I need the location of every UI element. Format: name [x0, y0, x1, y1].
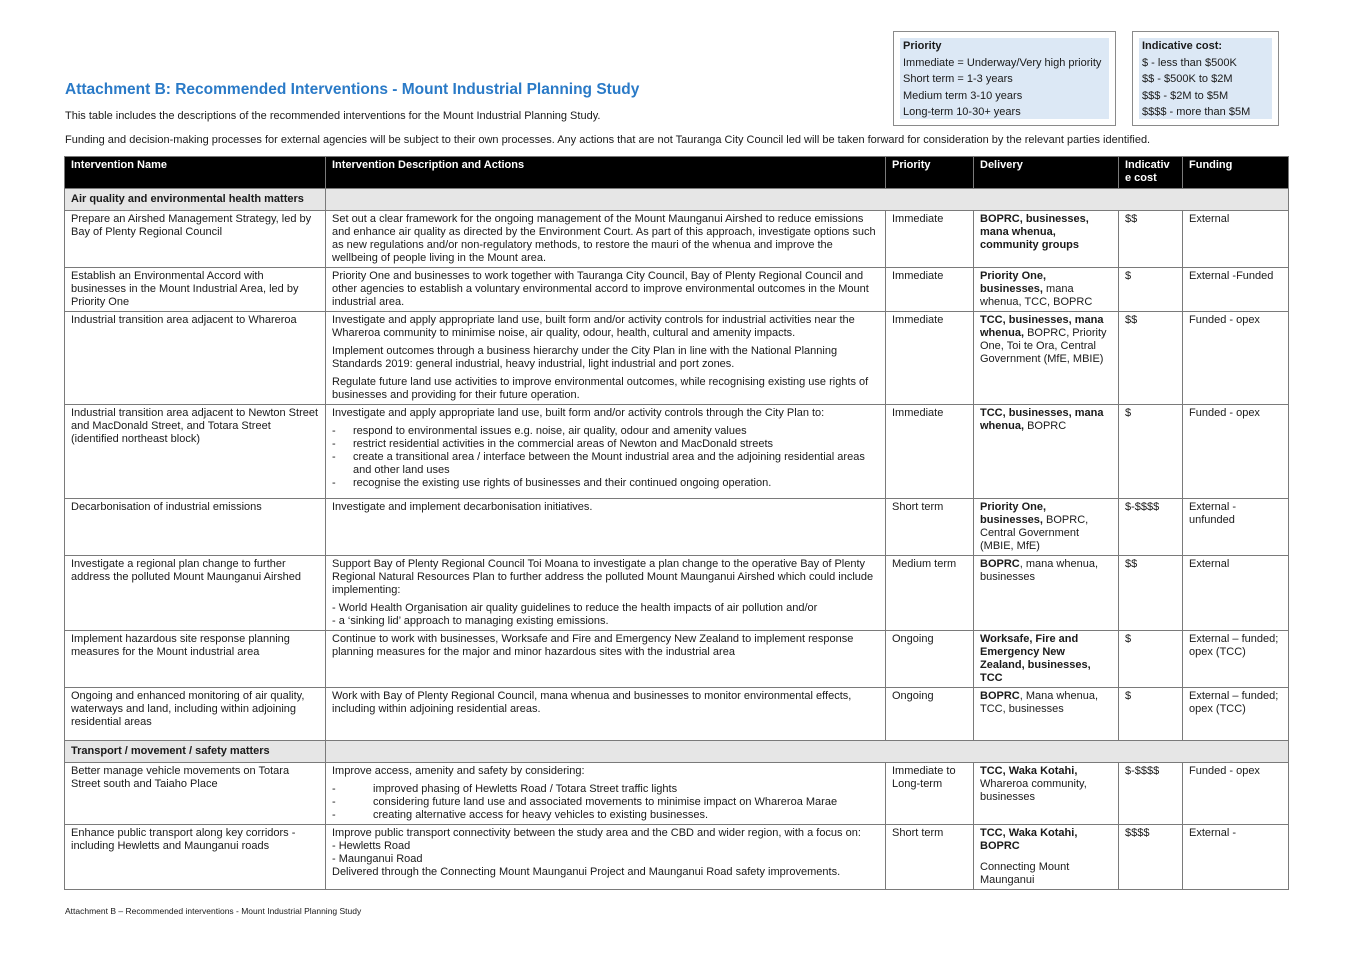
intervention-name: Implement hazardous site response planning measures for the Mount industrial area [65, 631, 326, 688]
funding-cell: External [1183, 211, 1289, 268]
delivery-cell [974, 211, 1119, 268]
table-body [65, 189, 1289, 890]
description-paragraph: Work with Bay of Plenty Regional Council, mana whenua and businesses to monitor environmental effects, including within adjoining residential areas. [332, 690, 852, 715]
intervention-description [326, 763, 886, 825]
priority-cell: Immediate [886, 312, 974, 405]
delivery-cell [974, 499, 1119, 556]
funding-cell: External – funded; opex (TCC) [1183, 688, 1289, 741]
section-filler [326, 189, 1289, 211]
bullet-dash: - [332, 809, 336, 821]
column-header: Intervention Name [65, 157, 326, 189]
cost-cell: $ [1119, 405, 1183, 499]
funding-cell: External [1183, 556, 1289, 631]
priority-legend-heading: Priority [903, 40, 942, 52]
delivery-cell [974, 268, 1119, 312]
table-row [65, 211, 1289, 268]
intervention-description [326, 312, 886, 405]
table-row [65, 763, 1289, 825]
description-bullet [332, 783, 879, 796]
intervention-name: Ongoing and enhanced monitoring of air quality, waterways and land, including within adjoining residential areas [65, 688, 326, 741]
bullet-dash: - [332, 438, 336, 450]
description-paragraph: Continue to work with businesses, Worksafe and Fire and Emergency New Zealand to implement response planning measures for the major and minor hazardous sites with the industrial area [332, 633, 854, 658]
delivery-lead: TCC, businesses, mana whenua, [980, 314, 1104, 339]
table-row [65, 825, 1289, 890]
section-header-row [65, 741, 1289, 763]
delivery-cell [974, 556, 1119, 631]
delivery-lead: BOPRC, businesses, mana whenua, community groups [980, 213, 1089, 251]
funding-cell: External - unfunded [1183, 499, 1289, 556]
bullet-dash: - [332, 451, 336, 463]
intervention-description [326, 688, 886, 741]
table-row [65, 405, 1289, 499]
intervention-name: Prepare an Airshed Management Strategy, led by Bay of Plenty Regional Council [65, 211, 326, 268]
delivery-lead: Worksafe, Fire and Emergency New Zealand, businesses, TCC [980, 633, 1091, 684]
column-header: Funding [1183, 157, 1289, 189]
column-header: Delivery [974, 157, 1119, 189]
funding-cell: External – funded; opex (TCC) [1183, 631, 1289, 688]
intervention-name: Better manage vehicle movements on Totara Street south and Taiaho Place [65, 763, 326, 825]
delivery-cell [974, 763, 1119, 825]
priority-cell: Medium term [886, 556, 974, 631]
bullet-text: restrict residential activities in the commercial areas of Newton and MacDonald streets [353, 438, 774, 450]
table-row [65, 631, 1289, 688]
bullet-dash: - [332, 477, 336, 489]
funding-cell: Funded - opex [1183, 405, 1289, 499]
delivery-lead: BOPRC [980, 558, 1020, 570]
delivery-lead: TCC, businesses, mana whenua, [980, 407, 1104, 432]
cost-legend-heading: Indicative cost: [1142, 40, 1223, 52]
page-title: Attachment B: Recommended Interventions - Mount Industrial Planning Study [65, 81, 640, 98]
cost-cell: $ [1119, 688, 1183, 741]
priority-cell: Ongoing [886, 631, 974, 688]
description-paragraph: Set out a clear framework for the ongoing management of the Mount Maunganui Airshed to reduce emissions and enhance air quality as directed by the Environment Court. As part of this approach, investigate options such as new regulations and/or non-regulatory methods, to restore the mauri of the whenua and improve the wellbeing of people living in the Mount area. [332, 213, 876, 264]
intervention-name: Decarbonisation of industrial emissions [65, 499, 326, 556]
description-bullet [332, 438, 879, 451]
cost-legend-item: $$$ - $2M to $5M [1142, 89, 1229, 102]
interventions-table [64, 156, 1289, 890]
funding-cell: Funded - opex [1183, 763, 1289, 825]
delivery-cell [974, 405, 1119, 499]
intervention-name: Enhance public transport along key corridors - including Hewletts and Maunganui roads [65, 825, 326, 890]
bullet-dash: - [332, 783, 336, 795]
delivery-partners: BOPRC, Central Government (MBIE, MfE) [980, 514, 1089, 552]
priority-cell: Short term [886, 825, 974, 890]
cost-legend-item: $$$$ - more than $5M [1142, 106, 1251, 118]
delivery-partners: , Mana whenua, TCC, businesses [980, 690, 1099, 715]
intervention-description [326, 556, 886, 631]
intro-text: This table includes the descriptions of the recommended interventions for the Mount Industrial Planning Study. [65, 110, 601, 122]
intervention-description [326, 631, 886, 688]
priority-cell: Immediate [886, 268, 974, 312]
intervention-description [326, 211, 886, 268]
intervention-description [326, 825, 886, 890]
funding-cell: Funded - opex [1183, 312, 1289, 405]
priority-cell: Immediate [886, 405, 974, 499]
cost-legend-item: $ - less than $500K [1142, 56, 1237, 69]
bullet-text: improved phasing of Hewletts Road / Totara Street traffic lights [373, 783, 678, 795]
column-header: Intervention Description and Actions [326, 157, 886, 189]
cost-cell: $-$$$$ [1119, 499, 1183, 556]
description-paragraph: Investigate and implement decarbonisation initiatives. [332, 501, 593, 513]
priority-cell: Ongoing [886, 688, 974, 741]
section-title: Transport / movement / safety matters [65, 741, 326, 763]
cost-cell: $$ [1119, 556, 1183, 631]
intervention-description [326, 268, 886, 312]
description-paragraph: Support Bay of Plenty Regional Council Toi Moana to investigate a plan change to the operative Bay of Plenty Regional Natural Resources Plan to further address the polluted Mount Maunganui Airshed which could include implementing: [332, 558, 874, 596]
delivery-lead: BOPRC [980, 690, 1020, 702]
cost-cell: $ [1119, 268, 1183, 312]
priority-legend-item: Immediate = Underway/Very high priority [903, 56, 1102, 69]
description-paragraph: Regulate future land use activities to improve environmental outcomes, while recognising existing use rights of businesses and providing for their future operation. [332, 376, 869, 401]
bullet-text: considering future land use and associated movements to minimise impact on Whareroa Marae [373, 796, 838, 808]
description-bullet [332, 477, 879, 490]
column-header: Priority [886, 157, 974, 189]
description-bullet [332, 809, 879, 822]
delivery-cell [974, 688, 1119, 741]
section-filler [326, 741, 1289, 763]
intervention-description [326, 499, 886, 556]
description-bullet [332, 796, 879, 809]
priority-legend-item: Long-term 10-30+ years [903, 106, 1021, 118]
description-intro: Investigate and apply appropriate land use, built form and/or activity controls through the City Plan to: [332, 407, 825, 419]
delivery-lead: Priority One, businesses, [980, 270, 1047, 295]
cost-cell: $$$$ [1119, 825, 1183, 890]
intervention-name: Establish an Environmental Accord with businesses in the Mount Industrial Area, led by Priority One [65, 268, 326, 312]
column-header: Indicativ e cost [1119, 157, 1183, 189]
description-bullet [332, 425, 879, 438]
cost-cell: $$ [1119, 211, 1183, 268]
priority-cell: Short term [886, 499, 974, 556]
funding-cell: External - [1183, 825, 1289, 890]
priority-cell: Immediate to Long-term [886, 763, 974, 825]
cost-legend [1132, 31, 1279, 126]
description-bullet [332, 451, 879, 477]
table-row [65, 499, 1289, 556]
description-paragraph: Investigate and apply appropriate land use, built form and/or activity controls for industrial activities near the Whareroa community to minimise noise, air quality, odour, health, cultural and amenity impacts. [332, 314, 855, 339]
delivery-partners: mana whenua, TCC, BOPRC [980, 283, 1093, 308]
bullet-dash: - [332, 425, 336, 437]
delivery-cell [974, 312, 1119, 405]
cost-cell: $$ [1119, 312, 1183, 405]
page-footer: Attachment B – Recommended interventions - Mount Industrial Planning Study [65, 906, 362, 916]
section-title: Air quality and environmental health matters [65, 189, 326, 211]
delivery-cell [974, 631, 1119, 688]
table-row [65, 556, 1289, 631]
priority-legend-item: Medium term 3-10 years [903, 89, 1023, 102]
description-paragraph: Implement outcomes through a business hierarchy under the City Plan in line with the National Planning Standards 2019: general industrial, heavy industrial, light industrial and port zones. [332, 345, 838, 370]
intervention-name: Investigate a regional plan change to further address the polluted Mount Maunganui Airshed [65, 556, 326, 631]
delivery-cell [974, 825, 1119, 890]
section-header-row [65, 189, 1289, 211]
description-paragraph: - World Health Organisation air quality guidelines to reduce the health impacts of air pollution and/or - a ‘sinking lid’ approach to managing existing emissions. [332, 602, 818, 627]
delivery-partners: Whareroa community, businesses [980, 778, 1087, 803]
intro-text: Funding and decision-making processes for external agencies will be subject to their own processes. Any actions that are not Tauranga City Council led will be taken forward for consideration by the relevant parties identified. [65, 134, 1151, 146]
delivery-lead: TCC, Waka Kotahi, BOPRC [980, 827, 1078, 852]
bullet-text: create a transitional area / interface between the Mount industrial area and the adjoining residential areas and other land uses [353, 451, 865, 476]
delivery-lead: Priority One, businesses, [980, 501, 1047, 526]
description-paragraph: Priority One and businesses to work together with Tauranga City Council, Bay of Plenty Regional Council and other agencies to establish a voluntary environmental accord to improve environmental outcomes in the Mount industrial area. [332, 270, 869, 308]
bullet-text: recognise the existing use rights of businesses and their continued ongoing operation. [353, 477, 772, 489]
priority-legend [893, 31, 1116, 126]
description-paragraph: Improve public transport connectivity between the study area and the CBD and wider region, with a focus on: - Hewletts Road - Maunganui Road Delivered through the Connecting Mount Maunganui Project and Maunganui Road safety improvements. [332, 827, 861, 878]
table-row [65, 312, 1289, 405]
delivery-note: Connecting Mount Maunganui [980, 861, 1070, 886]
bullet-dash: - [332, 796, 336, 808]
priority-legend-item: Short term = 1-3 years [903, 73, 1013, 85]
bullet-text: respond to environmental issues e.g. noise, air quality, odour and amenity values [353, 425, 747, 437]
bullet-text: creating alternative access for heavy vehicles to existing businesses. [373, 809, 709, 821]
intervention-description [326, 405, 886, 499]
table-row [65, 268, 1289, 312]
priority-cell: Immediate [886, 211, 974, 268]
cost-cell: $-$$$$ [1119, 763, 1183, 825]
table-header-row [65, 157, 1289, 189]
cost-legend-item: $$ - $500K to $2M [1142, 73, 1233, 85]
intervention-name: Industrial transition area adjacent to Newton Street and MacDonald Street, and Totara Street (identified northeast block) [65, 405, 326, 499]
funding-cell: External -Funded [1183, 268, 1289, 312]
delivery-lead: TCC, Waka Kotahi, [980, 765, 1078, 777]
delivery-partners: , mana whenua, businesses [980, 558, 1099, 583]
delivery-partners: BOPRC [1024, 420, 1067, 432]
delivery-partners: BOPRC, Priority One, Toi te Ora, Central Government (MfE, MBIE) [980, 327, 1107, 365]
table-row [65, 688, 1289, 741]
cost-cell: $ [1119, 631, 1183, 688]
intervention-name: Industrial transition area adjacent to Whareroa [65, 312, 326, 405]
description-intro: Improve access, amenity and safety by considering: [332, 765, 585, 777]
